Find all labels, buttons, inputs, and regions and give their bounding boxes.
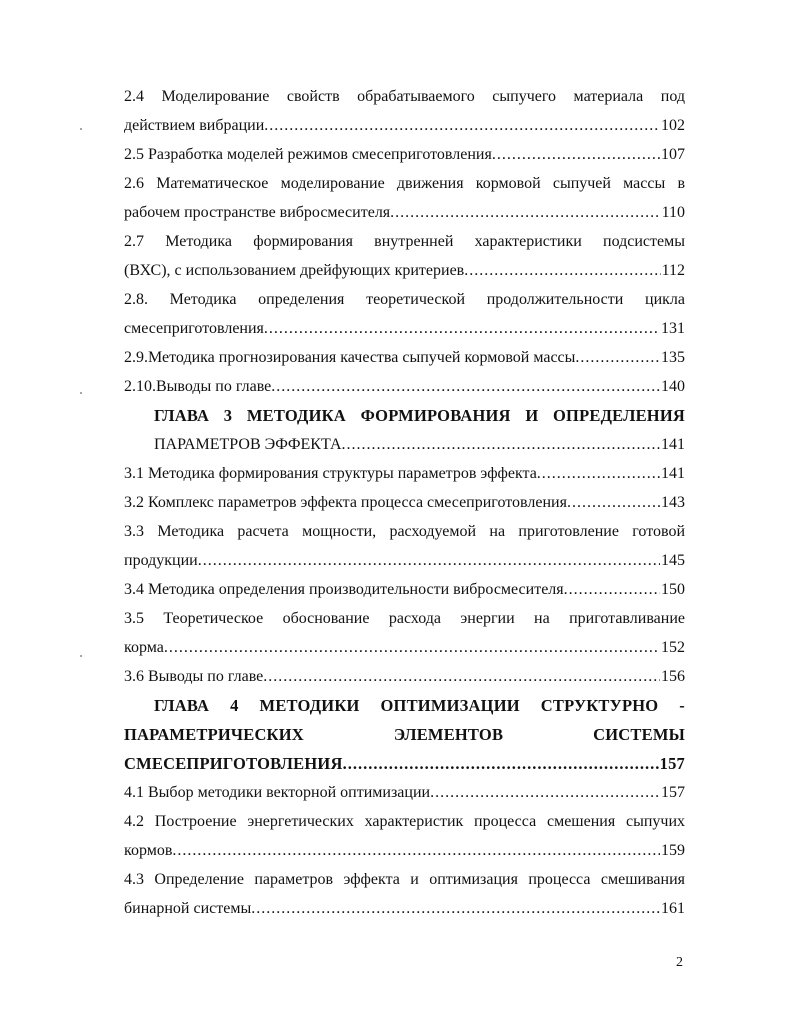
toc-entry-2-6-line1: 2.6 Математическое моделирование движения кормовой сыпучей массы в — [124, 175, 685, 192]
toc-page-number: 161 — [661, 900, 685, 917]
toc-entry-4-2-line2 — [124, 836, 685, 865]
chapter-4-heading-line1: ГЛАВА 4 МЕТОДИКИ ОПТИМИЗАЦИИ СТРУКТУРНО - — [154, 696, 685, 715]
dot-leader — [390, 198, 660, 227]
toc-entry-text: 3.2 Комплекс параметров эффекта процесса смесеприготовления — [124, 494, 567, 511]
toc-entry-2-4-line1: 2.4 Моделирование свойств обрабатываемого сыпучего материала под — [124, 88, 685, 105]
page-number: 2 — [676, 955, 683, 970]
table-of-contents — [124, 82, 685, 923]
dot-leader — [575, 343, 660, 372]
toc-entry-text: рабочем пространстве вибросмесителя — [124, 204, 391, 221]
dot-leader — [564, 575, 660, 604]
toc-entry-text: (ВХС), с использованием дрейфующих критериев — [124, 262, 465, 279]
toc-entry-text: бинарной системы — [124, 900, 252, 917]
toc-entry-text: 3.1 Методика формирования структуры параметров эффекта — [124, 465, 537, 482]
toc-entry-2-7-line1: 2.7 Методика формирования внутренней характеристики подсистемы — [124, 233, 685, 250]
dot-leader — [198, 546, 660, 575]
toc-entry-3-5-line2 — [124, 633, 685, 662]
dot-leader — [537, 459, 660, 488]
toc-page-number: 141 — [661, 436, 685, 453]
dot-leader — [464, 256, 660, 285]
toc-page-number: 112 — [661, 262, 685, 279]
toc-entry-text: 2.10.Выводы по главе — [124, 378, 272, 395]
toc-entry-2-10 — [124, 372, 685, 401]
toc-entry-4-3-line1: 4.3 Определение параметров эффекта и оптимизация процесса смешивания — [124, 871, 685, 888]
dot-leader — [172, 836, 660, 865]
chapter-3-heading-line2 — [124, 430, 685, 459]
toc-entry-text: 2.9.Методика прогнозирования качества сыпучей кормовой массы — [124, 349, 576, 366]
chapter-3-heading-line1: ГЛАВА 3 МЕТОДИКА ФОРМИРОВАНИЯ И ОПРЕДЕЛЕНИЯ — [154, 406, 685, 425]
toc-page-number: 135 — [661, 349, 685, 366]
toc-page-number: 152 — [661, 639, 685, 656]
toc-entry-2-7-line2 — [124, 256, 685, 285]
toc-page-number: 140 — [661, 378, 685, 395]
dot-leader — [271, 372, 660, 401]
toc-entry-4-3-line2 — [124, 894, 685, 923]
toc-entry-3-4 — [124, 575, 685, 604]
toc-page-number: 150 — [661, 581, 685, 598]
dot-leader — [342, 430, 660, 459]
toc-entry-2-6-line2 — [124, 198, 685, 227]
toc-page-number: 157 — [659, 754, 685, 773]
toc-page-number: 156 — [661, 668, 685, 685]
toc-entry-3-1 — [124, 459, 685, 488]
chapter-4-heading-line3 — [124, 749, 685, 778]
toc-entry-4-1 — [124, 778, 685, 807]
chapter-heading-text: ПАРАМЕТРОВ ЭФФЕКТА — [154, 436, 342, 453]
toc-entry-text: 3.4 Методика определения производительности вибросмесителя — [124, 581, 564, 598]
toc-entry-text: продукции — [124, 552, 198, 569]
scan-speck — [80, 128, 82, 130]
toc-page-number: 141 — [661, 465, 685, 482]
toc-page-number: 143 — [661, 494, 685, 511]
toc-entry-text: корма — [124, 639, 164, 656]
dot-leader — [164, 633, 660, 662]
chapter-heading-text: СМЕСЕПРИГОТОВЛЕНИЯ — [124, 754, 343, 773]
toc-entry-2-5 — [124, 140, 685, 169]
toc-entry-4-2-line1: 4.2 Построение энергетических характеристик процесса смешения сыпучих — [124, 813, 685, 830]
chapter-4-heading-line2: ПАРАМЕТРИЧЕСКИХ ЭЛЕМЕНТОВ СИСТЕМЫ — [124, 725, 685, 744]
toc-entry-text: действием вибрации — [124, 117, 265, 134]
dot-leader — [251, 894, 660, 923]
dot-leader — [264, 111, 660, 140]
toc-entry-3-5-line1: 3.5 Теоретическое обоснование расхода энергии на приготавливание — [124, 610, 685, 627]
toc-page-number: 131 — [661, 320, 685, 337]
toc-entry-text: смесеприготовления — [124, 320, 264, 337]
scan-speck — [80, 392, 82, 394]
toc-entry-2-4-line2 — [124, 111, 685, 140]
dot-leader — [263, 662, 660, 691]
toc-page-number: 157 — [661, 784, 685, 801]
toc-page-number: 159 — [661, 842, 685, 859]
dot-leader — [430, 778, 660, 807]
toc-page-number: 107 — [661, 146, 685, 163]
toc-entry-3-3-line2 — [124, 546, 685, 575]
toc-entry-2-9 — [124, 343, 685, 372]
toc-entry-3-6 — [124, 662, 685, 691]
toc-page-number: 102 — [661, 117, 685, 134]
dot-leader — [264, 314, 660, 343]
toc-entry-2-8-line1: 2.8. Методика определения теоретической продолжительности цикла — [124, 291, 685, 308]
toc-entry-text: 3.6 Выводы по главе — [124, 668, 264, 685]
dot-leader — [567, 488, 660, 517]
toc-entry-text: 2.5 Разработка моделей режимов смесеприготовления — [124, 146, 492, 163]
toc-entry-text: 4.1 Выбор методики векторной оптимизации — [124, 784, 431, 801]
toc-entry-3-3-line1: 3.3 Методика расчета мощности, расходуемой на приготовление готовой — [124, 523, 685, 540]
toc-entry-3-2 — [124, 488, 685, 517]
scan-speck — [80, 655, 82, 657]
toc-entry-2-8-line2 — [124, 314, 685, 343]
dot-leader — [343, 749, 659, 778]
dot-leader — [492, 140, 660, 169]
toc-page-number: 110 — [661, 204, 685, 221]
toc-entry-text: кормов — [124, 842, 173, 859]
toc-page-number: 145 — [661, 552, 685, 569]
